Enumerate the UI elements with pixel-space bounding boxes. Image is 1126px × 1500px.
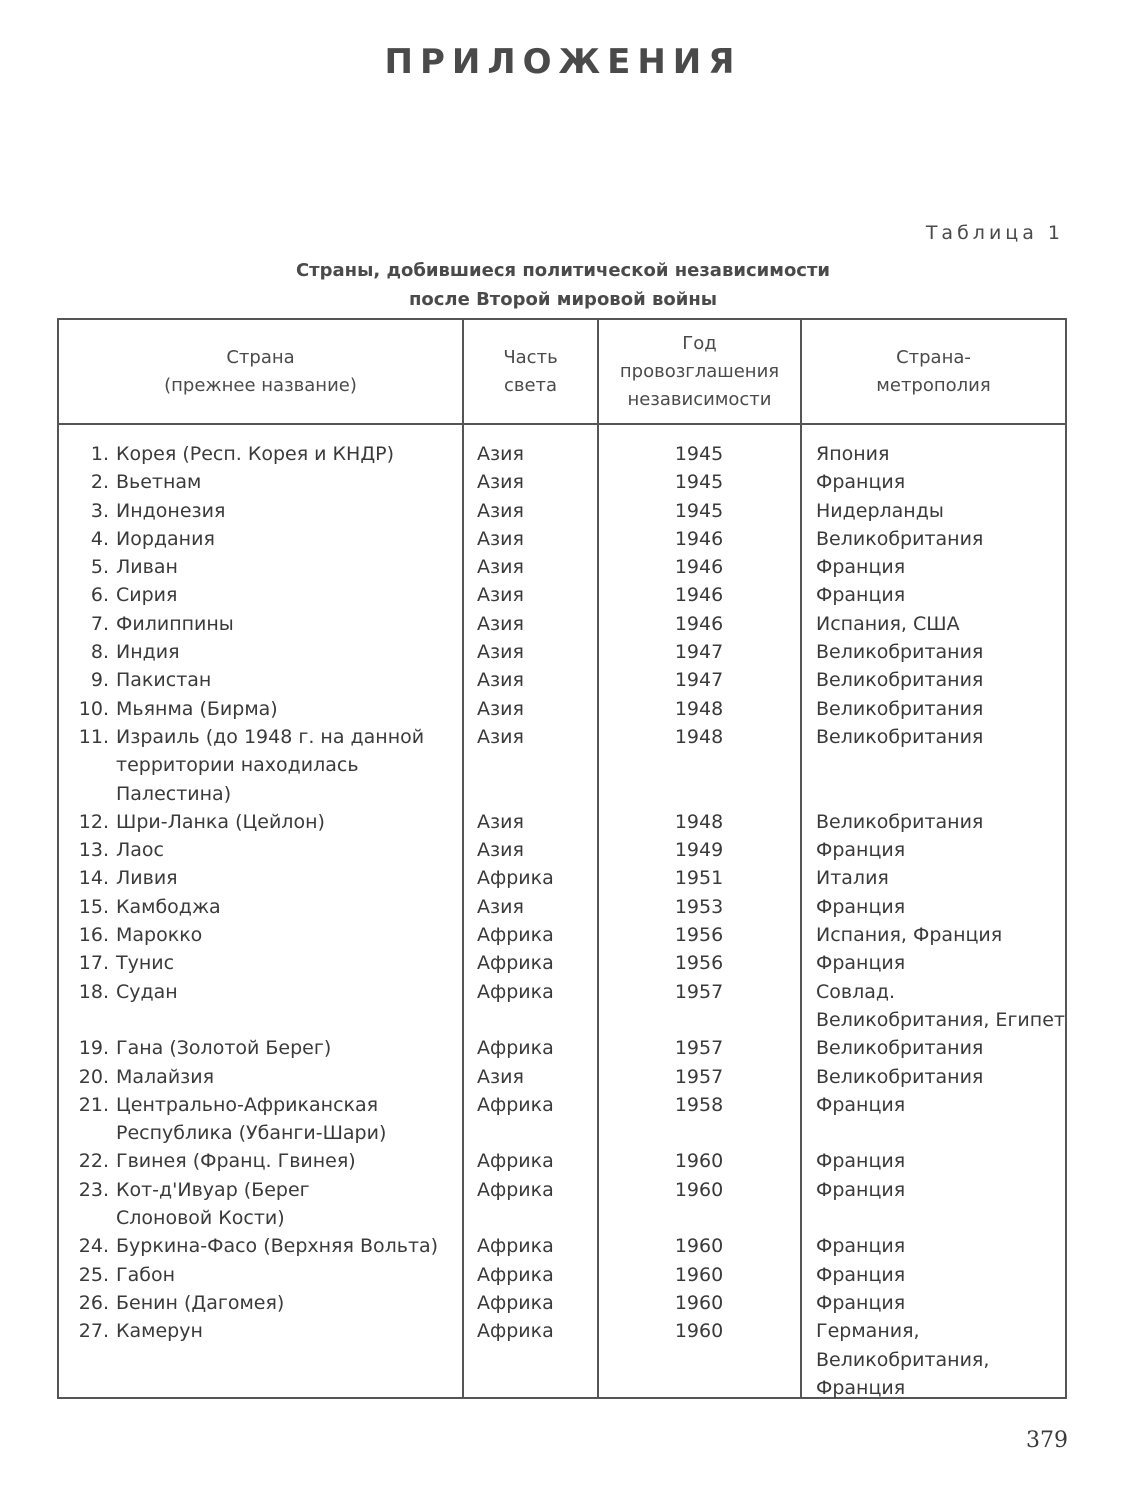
year-cell: 1947 <box>674 669 724 692</box>
row-number: 17. <box>78 952 109 975</box>
row-number: 15. <box>78 895 109 918</box>
country-cell <box>116 1091 456 1148</box>
metro-line: Франция <box>816 839 906 862</box>
column-header-year <box>599 320 800 423</box>
country-cell <box>116 525 456 553</box>
metro-cell <box>816 638 1066 666</box>
country-cell <box>116 581 456 609</box>
metro-line: Франция <box>816 1376 906 1399</box>
row-number: 3. <box>90 499 109 522</box>
column-header-line: Страна- <box>896 346 971 368</box>
year-cell: 1945 <box>674 499 724 522</box>
metro-line: Франция <box>816 895 906 918</box>
table-row <box>59 610 1065 638</box>
country-cell <box>116 497 456 525</box>
country-cell <box>116 864 456 892</box>
country-line: Вьетнам <box>116 471 202 494</box>
metro-cell <box>816 1091 1066 1119</box>
metro-line: Испания, Франция <box>816 924 1003 947</box>
row-number: 26. <box>78 1291 109 1314</box>
part-cell: Азия <box>477 527 524 550</box>
metro-line: Франция <box>816 584 906 607</box>
country-line: Сирия <box>116 584 178 607</box>
country-line: Мьянма (Бирма) <box>116 697 278 720</box>
table-row <box>59 695 1065 723</box>
country-cell <box>116 1063 456 1091</box>
table-row <box>59 921 1065 949</box>
year-cell: 1960 <box>674 1178 724 1201</box>
country-line: Бенин (Дагомея) <box>116 1291 285 1314</box>
metro-line: Франция <box>816 1093 906 1116</box>
row-number: 21. <box>78 1093 109 1116</box>
metro-line: Франция <box>816 1263 906 1286</box>
column-header-line: метрополия <box>876 374 991 396</box>
country-line: Израиль (до 1948 г. на данной <box>116 725 425 748</box>
part-cell: Азия <box>477 810 524 833</box>
table-row <box>59 1147 1065 1175</box>
country-line: Буркина-Фасо (Верхняя Вольта) <box>116 1235 439 1258</box>
year-cell: 1946 <box>674 556 724 579</box>
table-row <box>59 1261 1065 1289</box>
row-number: 18. <box>78 980 109 1003</box>
row-number: 13. <box>78 839 109 862</box>
year-cell: 1951 <box>674 867 724 890</box>
metro-line: Франция <box>816 1178 906 1201</box>
part-cell: Азия <box>477 895 524 918</box>
row-number: 11. <box>78 725 109 748</box>
row-number: 2. <box>90 471 109 494</box>
table-title <box>0 256 1126 314</box>
part-cell: Африка <box>477 1037 554 1060</box>
metro-line: Великобритания <box>816 641 984 664</box>
metro-line: Нидерланды <box>816 499 944 522</box>
header-divider <box>59 423 1065 425</box>
part-cell: Азия <box>477 697 524 720</box>
metro-cell <box>816 695 1066 723</box>
metro-cell <box>816 440 1066 468</box>
row-number: 12. <box>78 810 109 833</box>
table-row <box>59 808 1065 836</box>
country-cell <box>116 666 456 694</box>
part-cell: Азия <box>477 443 524 465</box>
row-number: 9. <box>90 669 109 692</box>
column-header-line: провозглашения <box>619 360 780 382</box>
metro-line: Германия, <box>816 1320 920 1343</box>
row-number: 7. <box>90 612 109 635</box>
metro-cell <box>816 1034 1066 1062</box>
metro-line: Франция <box>816 952 906 975</box>
table-row <box>59 978 1065 1035</box>
country-line: Индонезия <box>116 499 226 522</box>
metro-cell <box>816 1147 1066 1175</box>
row-number: 24. <box>78 1235 109 1258</box>
country-line: Тунис <box>116 952 175 975</box>
metro-line: Франция <box>816 1235 906 1258</box>
table-row <box>59 864 1065 892</box>
table-row <box>59 1317 1065 1402</box>
part-cell: Африка <box>477 1235 554 1258</box>
metro-cell <box>816 949 1066 977</box>
row-number: 4. <box>90 527 109 550</box>
country-cell <box>116 836 456 864</box>
row-number: 8. <box>90 641 109 664</box>
metro-line: Франция <box>816 1150 906 1173</box>
page-number: 379 <box>1026 1428 1068 1453</box>
country-cell <box>116 723 456 808</box>
metro-cell <box>816 666 1066 694</box>
metro-cell <box>816 525 1066 553</box>
metro-line: Великобритания <box>816 669 984 692</box>
country-line: Камбоджа <box>116 895 221 918</box>
year-cell: 1945 <box>674 443 724 465</box>
table-row <box>59 497 1065 525</box>
metro-line: Япония <box>816 443 890 465</box>
metro-cell <box>816 808 1066 836</box>
year-cell: 1947 <box>674 641 724 664</box>
country-cell <box>116 553 456 581</box>
year-cell: 1948 <box>674 697 724 720</box>
metro-line: Великобритания <box>816 527 984 550</box>
table-row <box>59 468 1065 496</box>
table-label: Таблица 1 <box>925 222 1064 244</box>
row-number: 16. <box>78 924 109 947</box>
metro-line: Великобритания, Египет <box>816 1008 1065 1031</box>
table-row <box>59 1091 1065 1148</box>
column-header-line: независимости <box>627 388 772 410</box>
part-cell: Азия <box>477 669 524 692</box>
column-header-country <box>59 320 462 423</box>
part-cell: Африка <box>477 924 554 947</box>
table-row <box>59 723 1065 808</box>
country-line: Малайзия <box>116 1065 215 1088</box>
year-cell: 1960 <box>674 1235 724 1258</box>
part-cell: Африка <box>477 1093 554 1116</box>
country-cell <box>116 638 456 666</box>
year-cell: 1945 <box>674 471 724 494</box>
year-cell: 1948 <box>674 725 724 748</box>
part-cell: Азия <box>477 725 524 748</box>
country-cell <box>116 440 456 468</box>
country-cell <box>116 1232 456 1260</box>
country-cell <box>116 893 456 921</box>
metro-cell <box>816 1063 1066 1091</box>
country-line: Габон <box>116 1263 175 1286</box>
metro-cell <box>816 723 1066 751</box>
metro-cell <box>816 581 1066 609</box>
year-cell: 1946 <box>674 527 724 550</box>
year-cell: 1960 <box>674 1263 724 1286</box>
country-cell <box>116 1289 456 1317</box>
year-cell: 1957 <box>674 1065 724 1088</box>
metro-cell <box>816 893 1066 921</box>
table-row <box>59 581 1065 609</box>
table-row <box>59 949 1065 977</box>
country-line: Судан <box>116 980 178 1003</box>
year-cell: 1953 <box>674 895 724 918</box>
country-line: Шри-Ланка (Цейлон) <box>116 810 325 833</box>
table-row <box>59 638 1065 666</box>
row-number: 6. <box>90 584 109 607</box>
column-header-line: света <box>503 374 558 396</box>
year-cell: 1957 <box>674 980 724 1003</box>
metro-cell <box>816 553 1066 581</box>
metro-line: Франция <box>816 1291 906 1314</box>
metro-cell <box>816 1317 1066 1402</box>
metro-cell <box>816 468 1066 496</box>
table-row <box>59 1034 1065 1062</box>
country-cell <box>116 610 456 638</box>
country-line: Республика (Убанги-Шари) <box>116 1122 387 1145</box>
metro-line: Франция <box>816 556 906 579</box>
country-line: Ливия <box>116 867 178 890</box>
part-cell: Африка <box>477 1320 554 1343</box>
country-cell <box>116 1317 456 1345</box>
part-cell: Африка <box>477 952 554 975</box>
part-cell: Азия <box>477 584 524 607</box>
page-header: ПРИЛОЖЕНИЯ <box>384 42 742 82</box>
country-cell <box>116 695 456 723</box>
metro-cell <box>816 864 1066 892</box>
table-row <box>59 1289 1065 1317</box>
metro-cell <box>816 497 1066 525</box>
country-cell <box>116 978 456 1006</box>
country-line: Лаос <box>116 839 165 862</box>
country-line: Палестина) <box>116 782 232 805</box>
part-cell: Африка <box>477 867 554 890</box>
country-line: Центрально-Африканская <box>116 1093 379 1116</box>
part-cell: Африка <box>477 1291 554 1314</box>
table-row <box>59 525 1065 553</box>
year-cell: 1960 <box>674 1291 724 1314</box>
row-number: 1. <box>90 443 109 465</box>
country-cell <box>116 1147 456 1175</box>
part-cell: Африка <box>477 980 554 1003</box>
metro-cell <box>816 1232 1066 1260</box>
table-row <box>59 1232 1065 1260</box>
country-cell <box>116 468 456 496</box>
part-cell: Азия <box>477 499 524 522</box>
table-body <box>59 440 1065 1402</box>
part-cell: Азия <box>477 839 524 862</box>
part-cell: Азия <box>477 1065 524 1088</box>
country-cell <box>116 1176 456 1233</box>
year-cell: 1960 <box>674 1150 724 1173</box>
year-cell: 1956 <box>674 924 724 947</box>
year-cell: 1957 <box>674 1037 724 1060</box>
part-cell: Азия <box>477 612 524 635</box>
row-number: 22. <box>78 1150 109 1173</box>
metro-line: Италия <box>816 867 889 890</box>
row-number: 10. <box>78 697 109 720</box>
column-header-part <box>464 320 597 423</box>
metro-line: Великобритания <box>816 810 984 833</box>
row-number: 19. <box>78 1037 109 1060</box>
part-cell: Азия <box>477 471 524 494</box>
column-header-line: Часть <box>503 346 558 368</box>
metro-line: Великобритания <box>816 1037 984 1060</box>
country-line: Индия <box>116 641 180 664</box>
country-line: Камерун <box>116 1320 203 1343</box>
country-line: Слоновой Кости) <box>116 1207 285 1230</box>
country-line: Пакистан <box>116 669 212 692</box>
year-cell: 1948 <box>674 810 724 833</box>
metro-cell <box>816 978 1066 1035</box>
country-cell <box>116 1261 456 1289</box>
table-row <box>59 666 1065 694</box>
country-line: территории находилась <box>116 754 359 777</box>
year-cell: 1958 <box>674 1093 724 1116</box>
table-row <box>59 440 1065 468</box>
year-cell: 1946 <box>674 612 724 635</box>
metro-line: Великобритания <box>816 1065 984 1088</box>
year-cell: 1946 <box>674 584 724 607</box>
table-row <box>59 1176 1065 1233</box>
metro-line: Совлад. <box>816 980 896 1003</box>
year-cell: 1960 <box>674 1320 724 1343</box>
data-table <box>57 318 1067 1399</box>
row-number: 20. <box>78 1065 109 1088</box>
part-cell: Азия <box>477 641 524 664</box>
table-title-line: после Второй мировой войны <box>408 289 718 310</box>
row-number: 23. <box>78 1178 109 1201</box>
metro-line: Великобритания <box>816 725 984 748</box>
table-title-line: Страны, добившиеся политической независимости <box>295 260 831 281</box>
row-number: 5. <box>90 556 109 579</box>
table-row <box>59 893 1065 921</box>
metro-line: Великобритания, <box>816 1348 990 1371</box>
column-header-line: Страна <box>226 346 295 368</box>
column-header-metro <box>802 320 1065 423</box>
column-header-line: Год <box>682 332 717 354</box>
metro-cell <box>816 1289 1066 1317</box>
country-cell <box>116 1034 456 1062</box>
country-line: Ливан <box>116 556 178 579</box>
table-row <box>59 836 1065 864</box>
part-cell: Африка <box>477 1178 554 1201</box>
column-header-line: (прежнее название) <box>164 374 357 396</box>
country-cell <box>116 949 456 977</box>
table-row <box>59 553 1065 581</box>
metro-cell <box>816 836 1066 864</box>
year-cell: 1956 <box>674 952 724 975</box>
year-cell: 1949 <box>674 839 724 862</box>
metro-line: Великобритания <box>816 697 984 720</box>
country-line: Филиппины <box>116 612 234 635</box>
country-line: Корея (Респ. Корея и КНДР) <box>116 443 395 465</box>
metro-cell <box>816 1176 1066 1204</box>
row-number: 14. <box>78 867 109 890</box>
part-cell: Африка <box>477 1150 554 1173</box>
country-line: Гана (Золотой Берег) <box>116 1037 332 1060</box>
country-line: Гвинея (Франц. Гвинея) <box>116 1150 356 1173</box>
metro-line: Франция <box>816 471 906 494</box>
country-cell <box>116 808 456 836</box>
country-line: Иордания <box>116 527 215 550</box>
table-row <box>59 1063 1065 1091</box>
metro-cell <box>816 921 1066 949</box>
part-cell: Африка <box>477 1263 554 1286</box>
row-number: 25. <box>78 1263 109 1286</box>
metro-cell <box>816 1261 1066 1289</box>
country-cell <box>116 921 456 949</box>
row-number: 27. <box>78 1320 109 1343</box>
country-line: Кот-д'Ивуар (Берег <box>116 1178 310 1201</box>
part-cell: Азия <box>477 556 524 579</box>
metro-line: Испания, США <box>816 612 960 635</box>
metro-cell <box>816 610 1066 638</box>
country-line: Марокко <box>116 924 203 947</box>
